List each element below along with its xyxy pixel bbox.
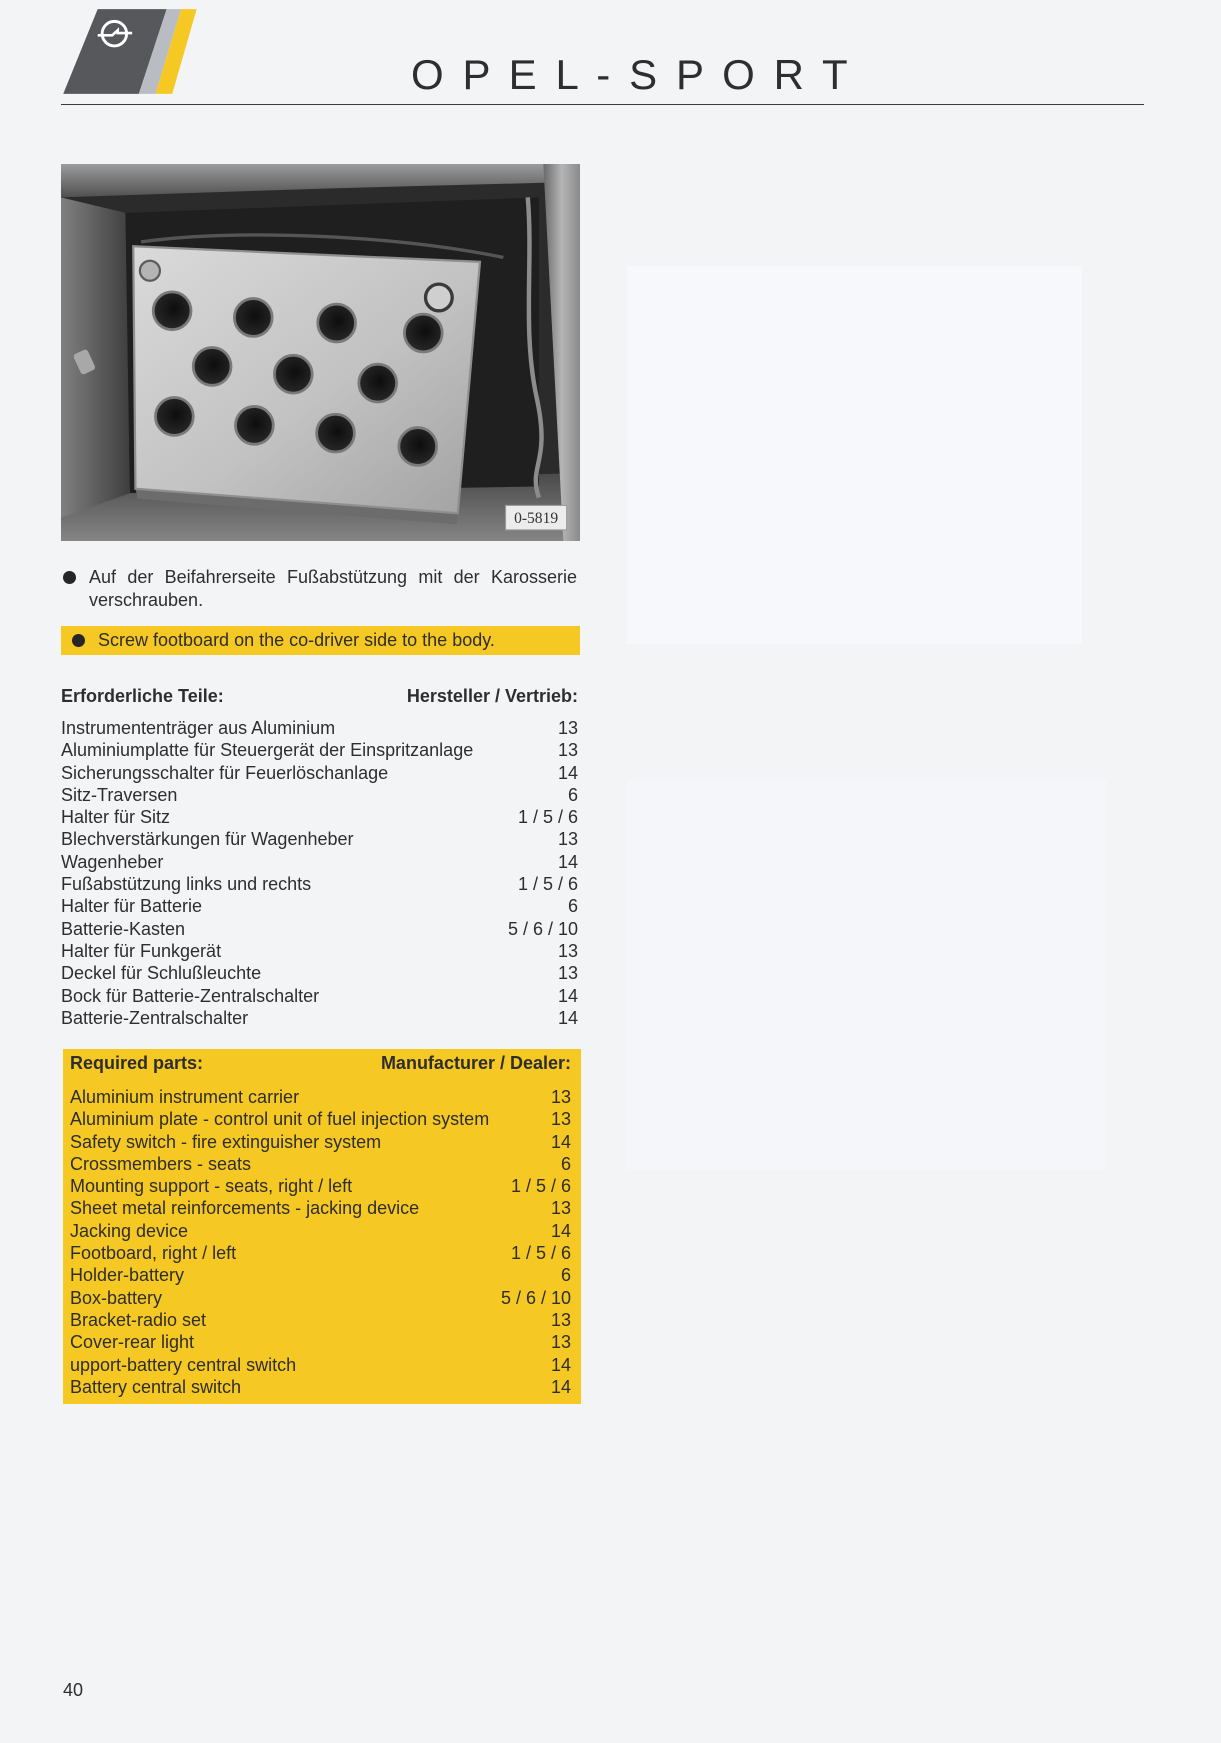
parts-list-header xyxy=(70,1052,571,1074)
instruction-de xyxy=(61,566,578,611)
part-supplier-code: 14 xyxy=(550,1220,571,1241)
scan-show-through xyxy=(627,266,1082,644)
part-row xyxy=(61,784,578,806)
part-supplier-code: 13 xyxy=(557,740,578,761)
part-name: Box-battery xyxy=(70,1287,163,1308)
part-row xyxy=(61,940,578,962)
part-name: Batterie-Kasten xyxy=(61,918,186,939)
part-supplier-code: 1 / 5 / 6 xyxy=(517,874,578,895)
header-divider xyxy=(61,104,1144,105)
part-name: Deckel für Schlußleuchte xyxy=(61,963,262,984)
photo-label: 0-5819 xyxy=(514,510,559,528)
part-name: Sitz-Traversen xyxy=(61,784,178,805)
parts-list-en xyxy=(63,1049,581,1404)
instruction-en-text: Screw footboard on the co-driver side to the body. xyxy=(98,630,495,650)
part-row xyxy=(70,1354,571,1376)
part-name: Battery central switch xyxy=(70,1376,242,1397)
part-supplier-code: 14 xyxy=(550,1354,571,1375)
plate-hole xyxy=(234,299,272,337)
mounting-bolt xyxy=(140,261,160,281)
part-name: Safety switch - fire extinguisher system xyxy=(70,1131,382,1152)
parts-list-header xyxy=(61,685,578,707)
part-supplier-code: 13 xyxy=(557,940,578,961)
plate-hole xyxy=(404,314,442,352)
part-row xyxy=(61,851,578,873)
plate-hole xyxy=(359,364,397,402)
parts-heading: Erforderliche Teile: xyxy=(61,686,224,706)
part-name: Cover-rear light xyxy=(70,1332,195,1353)
plate-hole xyxy=(155,398,193,436)
part-name: Instrumententräger aus Aluminium xyxy=(61,718,336,738)
part-supplier-code: 5 / 6 / 10 xyxy=(500,1287,571,1308)
part-row xyxy=(61,962,578,984)
part-row xyxy=(70,1175,571,1197)
part-supplier-code: 13 xyxy=(557,829,578,850)
part-supplier-code: 1 / 5 / 6 xyxy=(510,1176,571,1197)
part-supplier-code: 14 xyxy=(550,1131,571,1152)
part-row xyxy=(61,717,578,739)
plate-hole xyxy=(399,428,437,466)
instruction-de-text: Auf der Beifahrerseite Fußabstützung mit der Karosserie verschrauben. xyxy=(89,567,577,610)
part-row xyxy=(61,739,578,761)
part-name: Blechverstärkungen für Wagenheber xyxy=(61,829,354,850)
part-name: Footboard, right / left xyxy=(70,1243,237,1264)
plate-hole xyxy=(317,414,355,452)
part-name: Halter für Funkgerät xyxy=(61,940,222,961)
parts-list-de xyxy=(61,685,578,1029)
part-name: Aluminium instrument carrier xyxy=(70,1087,300,1107)
part-supplier-code: 13 xyxy=(550,1309,571,1330)
part-name: Aluminium plate - control unit of fuel injection system xyxy=(70,1109,490,1130)
part-supplier-code: 14 xyxy=(557,851,578,872)
part-supplier-code: 13 xyxy=(557,718,578,738)
part-name: Halter für Batterie xyxy=(61,896,203,917)
bullet-icon xyxy=(72,634,85,647)
part-supplier-code: 6 xyxy=(567,784,578,805)
part-row xyxy=(70,1153,571,1175)
part-supplier-code: 13 xyxy=(550,1198,571,1219)
part-row xyxy=(70,1086,571,1108)
part-name: Mounting support - seats, right / left xyxy=(70,1176,353,1197)
bullet-icon xyxy=(63,571,76,584)
part-row xyxy=(61,806,578,828)
part-supplier-code: 13 xyxy=(550,1087,571,1107)
part-name: Wagenheber xyxy=(61,851,164,872)
part-row xyxy=(61,918,578,940)
part-supplier-code: 6 xyxy=(560,1265,571,1286)
part-row xyxy=(70,1376,571,1398)
part-supplier-code: 6 xyxy=(560,1153,571,1174)
part-name: Halter für Sitz xyxy=(61,807,171,828)
part-row xyxy=(70,1242,571,1264)
part-name: Sicherungsschalter für Feuerlöschanlage xyxy=(61,762,389,783)
opel-sport-logo xyxy=(61,8,200,95)
part-row xyxy=(61,895,578,917)
part-row xyxy=(61,1007,578,1029)
part-name: Aluminiumplatte für Steuergerät der Einspritzanlage xyxy=(61,740,474,761)
part-row xyxy=(70,1131,571,1153)
plate-hole xyxy=(153,292,191,330)
plate-hole xyxy=(235,406,273,444)
part-supplier-code: 13 xyxy=(550,1332,571,1353)
part-name: Crossmembers - seats xyxy=(70,1153,252,1174)
part-supplier-code: 1 / 5 / 6 xyxy=(510,1243,571,1264)
part-supplier-code: 6 xyxy=(567,896,578,917)
parts-heading: Required parts: xyxy=(70,1053,204,1073)
part-supplier-code: 14 xyxy=(557,762,578,783)
part-row xyxy=(70,1287,571,1309)
part-supplier-code: 14 xyxy=(557,985,578,1006)
scan-show-through xyxy=(627,780,1107,1170)
part-supplier-code: 13 xyxy=(550,1109,571,1130)
page-title: O P E L - S P O R T xyxy=(411,51,852,98)
part-row xyxy=(70,1108,571,1130)
part-supplier-code: 1 / 5 / 6 xyxy=(517,807,578,828)
part-row xyxy=(61,985,578,1007)
part-supplier-code: 5 / 6 / 10 xyxy=(507,918,578,939)
part-row xyxy=(70,1197,571,1219)
supplier-heading: Manufacturer / Dealer: xyxy=(380,1053,571,1073)
part-row xyxy=(70,1331,571,1353)
part-row xyxy=(61,762,578,784)
part-name: Bracket-radio set xyxy=(70,1309,207,1330)
footboard-photo xyxy=(61,164,580,541)
part-name: Jacking device xyxy=(70,1220,189,1241)
part-name: Fußabstützung links und rechts xyxy=(61,874,312,895)
part-row xyxy=(70,1220,571,1242)
instruction-en xyxy=(61,626,580,655)
side-panel xyxy=(61,197,130,517)
part-name: Holder-battery xyxy=(70,1265,185,1286)
part-supplier-code: 13 xyxy=(557,963,578,984)
page-number: 40 xyxy=(63,1680,84,1700)
part-name: Bock für Batterie-Zentralschalter xyxy=(61,985,320,1006)
supplier-heading: Hersteller / Vertrieb: xyxy=(406,686,578,706)
part-supplier-code: 14 xyxy=(550,1376,571,1397)
part-row xyxy=(70,1264,571,1286)
part-row xyxy=(70,1309,571,1331)
plate-hole xyxy=(193,347,231,385)
connector-knob xyxy=(426,284,453,311)
part-row xyxy=(61,828,578,850)
part-supplier-code: 14 xyxy=(557,1007,578,1028)
part-name: upport-battery central switch xyxy=(70,1354,297,1375)
part-row xyxy=(61,873,578,895)
plate-hole xyxy=(318,304,356,342)
part-name: Sheet metal reinforcements - jacking device xyxy=(70,1198,420,1219)
plate-hole xyxy=(274,355,312,393)
part-name: Batterie-Zentralschalter xyxy=(61,1007,249,1028)
